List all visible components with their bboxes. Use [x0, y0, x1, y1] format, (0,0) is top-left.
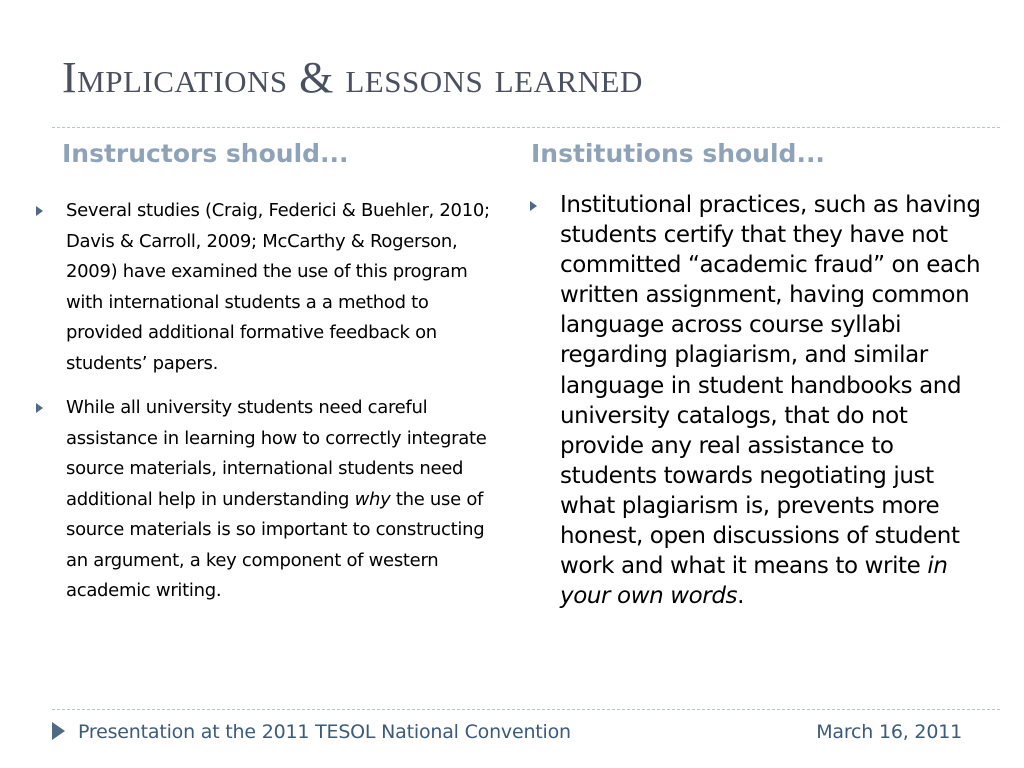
footer-presentation: Presentation at the 2011 TESOL National Convention: [78, 721, 571, 743]
slide-title: Implications & lessons learned: [62, 53, 643, 102]
bullet-item: [36, 393, 496, 607]
bullet-text-end: .: [737, 583, 745, 610]
instructors-heading: Instructors should...: [62, 139, 349, 168]
title-divider: [52, 127, 1000, 128]
triangle-bullet-icon: [36, 206, 43, 216]
bullet-item: [36, 196, 496, 379]
instructors-bullet-list: [36, 196, 496, 621]
emphasis-text: why: [354, 488, 391, 510]
bullet-text-start: Institutional practices, such as having students certify that they have not committed “academic fraud” on each written assignment, having common language across course syllabi regarding plagiarism, and similar language in student handbooks and university catalogs, that do not provide any real assistance to students towards negotiating just what plagiarism is, prevents more honest, open discussions of student work and what it means to write: [560, 192, 981, 580]
footer-divider: [52, 709, 1000, 710]
triangle-footer-icon: [52, 722, 65, 740]
emphasis-text: in your own words: [560, 553, 948, 610]
bullet-text: Several studies (Craig, Federici & Buehler, 2010; Davis & Carroll, 2009; McCarthy & Rogerson, 2009) have examined the use of this program with international students a a method to provided additional formative feedback on students’ papers.: [66, 200, 490, 374]
footer-date: March 16, 2011: [816, 721, 962, 743]
triangle-bullet-icon: [36, 403, 43, 413]
institutions-heading: Institutions should...: [531, 139, 825, 168]
triangle-bullet-icon: [530, 201, 537, 211]
bullet-text-start: While all university students need careful assistance in learning how to correctly integrate source materials, international students need additional help in understanding: [66, 397, 487, 510]
bullet-item: [530, 190, 990, 611]
bullet-text-end: the use of source materials is so important to constructing an argument, a key component of western academic writing.: [66, 488, 485, 601]
institutions-bullet-list: [530, 190, 990, 611]
